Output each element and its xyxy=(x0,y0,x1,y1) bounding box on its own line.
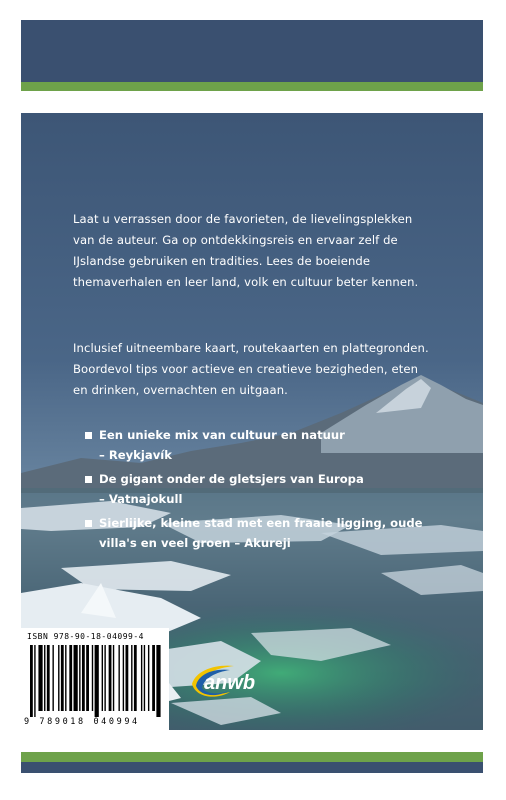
highlight-place: – Reykjavík xyxy=(99,448,172,462)
barcode-bar xyxy=(58,645,59,711)
isbn-number: ISBN 978-90-18-04099-4 xyxy=(27,632,144,641)
barcode-bar xyxy=(65,645,66,711)
barcode-bar xyxy=(123,645,124,711)
barcode-bar xyxy=(38,645,42,711)
barcode-bar xyxy=(134,645,137,711)
top-accent-stripe xyxy=(21,82,483,91)
barcode-bar xyxy=(118,645,119,711)
barcode-bar xyxy=(52,645,53,711)
barcode-bar xyxy=(47,645,50,711)
square-bullet-icon xyxy=(85,476,92,483)
barcode-bar xyxy=(30,645,33,717)
barcode-bar xyxy=(104,645,105,711)
logo-wordmark: anwb xyxy=(204,672,256,694)
barcode-bar xyxy=(109,645,112,711)
barcode-bar xyxy=(79,645,80,711)
highlights-list xyxy=(85,425,445,557)
barcode-bar xyxy=(92,645,93,711)
anwb-logo xyxy=(186,662,272,700)
barcode-bar xyxy=(34,645,35,717)
barcode-bar xyxy=(86,645,89,711)
barcode-bar xyxy=(113,645,114,711)
highlight-text: De gigant onder de gletsjers van Europa xyxy=(99,472,364,486)
barcode-bar xyxy=(69,645,72,711)
barcode-label xyxy=(21,628,169,730)
barcode-bar xyxy=(148,645,149,711)
intro-paragraph: Laat u verrassen door de favorieten, de lievelingsplekken van de auteur. Ga op ontdekkingsreis en ervaar zelf de IJslandse gebruiken en tradities. Lees de boeiende themaverhalen en leer land, volk en cultuur beter kennen. xyxy=(73,212,419,289)
barcode-bar xyxy=(95,645,99,717)
barcode-bar xyxy=(152,645,155,711)
features-paragraph: Inclusief uitneembare kaart, routekaarten en plattegronden. Boordevol tips voor actieve en creatieve bezigheden, eten en drinken, overnachten en uitgaan. xyxy=(73,341,429,397)
barcode-bar xyxy=(125,645,128,711)
barcode-bar xyxy=(102,645,103,711)
highlight-item xyxy=(85,469,445,509)
barcode-bar xyxy=(156,645,160,717)
bottom-color-band xyxy=(21,762,483,773)
bottom-accent-stripe xyxy=(21,752,483,762)
highlight-item xyxy=(85,425,445,465)
ean-digits: 9 789018 040994 xyxy=(24,717,140,727)
barcode-bar xyxy=(141,645,142,711)
highlight-text: Een unieke mix van cultuur en natuur xyxy=(99,428,345,442)
barcode-bar xyxy=(74,645,78,711)
highlight-text: Sierlijke, kleine stad met een fraaie ligging, oude villa's en veel groen – Akureji xyxy=(99,516,423,550)
barcode-bar xyxy=(144,645,145,711)
highlight-item xyxy=(85,513,445,553)
barcode-bar xyxy=(61,645,64,711)
square-bullet-icon xyxy=(85,520,92,527)
barcode-icon xyxy=(29,645,163,717)
square-bullet-icon xyxy=(85,432,92,439)
highlight-place: – Vatnajokull xyxy=(99,492,183,506)
top-color-band xyxy=(21,20,483,82)
barcode-bar xyxy=(44,645,45,711)
barcode-bar xyxy=(131,645,132,711)
barcode-bar xyxy=(82,645,85,711)
